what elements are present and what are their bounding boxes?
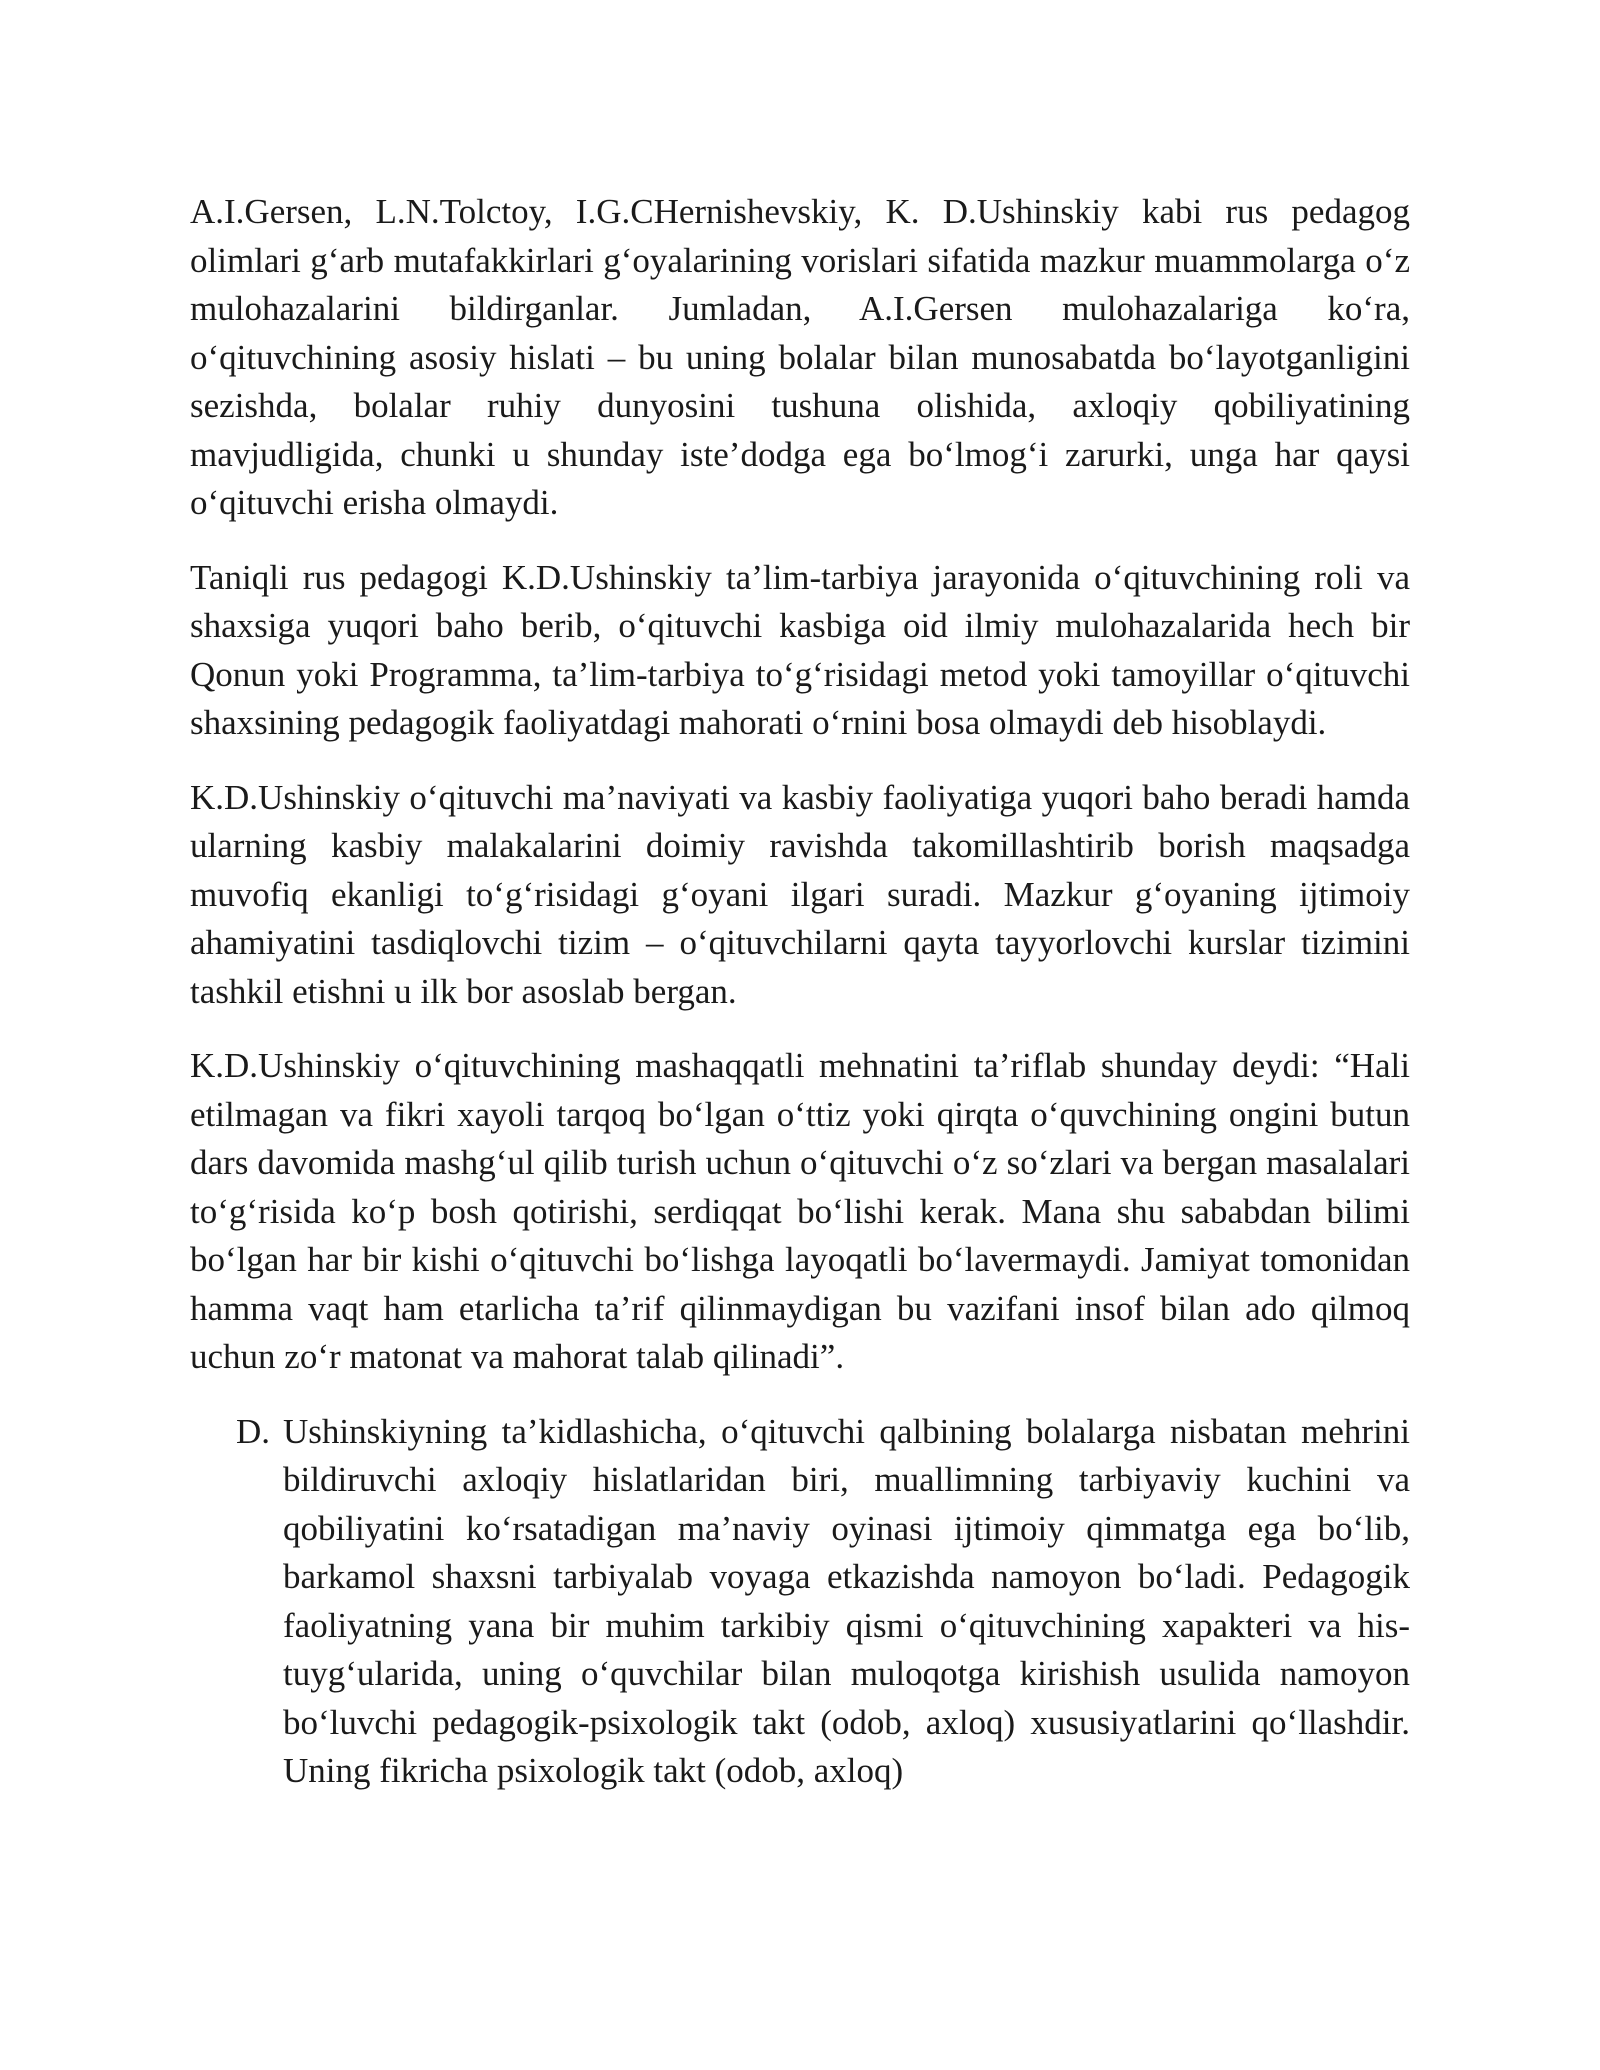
document-page <box>190 188 1410 1796</box>
list-item-text: Ushinskiyning ta’kidlashicha, o‘qituvchi qalbining bolalarga nisbatan mehrini bildiruvchi axloqiy hislatlaridan biri, muallimning tarbiyaviy kuchini va qobiliyatini ko‘rsatadigan ma’naviy oyinasi ijtimoiy qimmatga ega bo‘lib, barkamol shaxsni tarbiyalab voyaga etkazishda namoyon bo‘ladi. Pedagogik faoliyatning yana bir muhim tarkibiy qismi o‘qituvchining xapakteri va his-tuyg‘ularida, uning o‘quvchilar bilan muloqotga kirishish usulida namoyon bo‘luvchi pedagogik-psixologik takt (odob, axloq) xususiyatlarini qo‘llashdir. Uning fikricha psixologik takt (odob, axloq) <box>283 1411 1410 1790</box>
list-item <box>190 1408 1410 1796</box>
paragraph-ushinskiy-spirituality: K.D.Ushinskiy o‘qituvchi ma’naviyati va kasbiy faoliyatiga yuqori baho beradi hamda ularning kasbiy malakalarini doimiy ravishda takomillashtirib borish maqsadga muvofiq ekanligi to‘g‘risidagi g‘oyani ilgari suradi. Mazkur g‘oyaning ijtimoiy ahamiyatini tasdiqlovchi tizim – o‘qituvchilarni qayta tayyorlovchi kurslar tizimini tashkil etishni u ilk bor asoslab bergan. <box>190 777 1410 1011</box>
list-marker: D. <box>236 1411 271 1451</box>
paragraph-ushinskiy-quote: K.D.Ushinskiy o‘qituvchining mashaqqatli mehnatini ta’riflab shunday deydi: “Hali etilmagan va fikri xayoli tarqoq bo‘lgan o‘ttiz yoki qirqta o‘quvchining ongini butun dars davomida mashg‘ul qilib turish uchun o‘qituvchi o‘z so‘zlari va bergan masalalari to‘g‘risida ko‘p bosh qotirishi, serdiqqat bo‘lishi kerak. Mana shu sababdan bilimi bo‘lgan har bir kishi o‘qituvchi bo‘lishga layoqatli bo‘lavermaydi. Jamiyat tomonidan hamma vaqt ham etarlicha ta’rif qilinmaydigan bu vazifani insof bilan ado qilmoq uchun zo‘r matonat va mahorat talab qilinadi”. <box>190 1046 1410 1376</box>
paragraph-gersen: A.I.Gersen, L.N.Tolctoy, I.G.CHernishevskiy, K. D.Ushinskiy kabi rus pedagog olimlari g‘arb mutafakkirlari g‘oyalarining vorislari sifatida mazkur muammolarga o‘z mulohazalarini bildirganlar. Jumladan, A.I.Gersen mulohazalariga ko‘ra, o‘qituvchining asosiy hislati – bu uning bolalar bilan munosabatda bo‘layotganligini sezishda, bolalar ruhiy dunyosini tushuna olishida, axloqiy qobiliyatining mavjudligida, chunki u shunday iste’dodga ega bo‘lmog‘i zarurki, unga har qaysi o‘qituvchi erisha olmaydi. <box>190 192 1410 522</box>
paragraph-ushinskiy-role: Taniqli rus pedagogi K.D.Ushinskiy ta’lim-tarbiya jarayonida o‘qituvchining roli va shaxsiga yuqori baho berib, o‘qituvchi kasbiga oid ilmiy mulohazalarida hech bir Qonun yoki Programma, ta’lim-tarbiya to‘g‘risidagi metod yoki tamoyillar o‘qituvchi shaxsining pedagogik faoliyatdagi mahorati o‘rnini bosa olmaydi deb hisoblaydi. <box>190 557 1410 742</box>
